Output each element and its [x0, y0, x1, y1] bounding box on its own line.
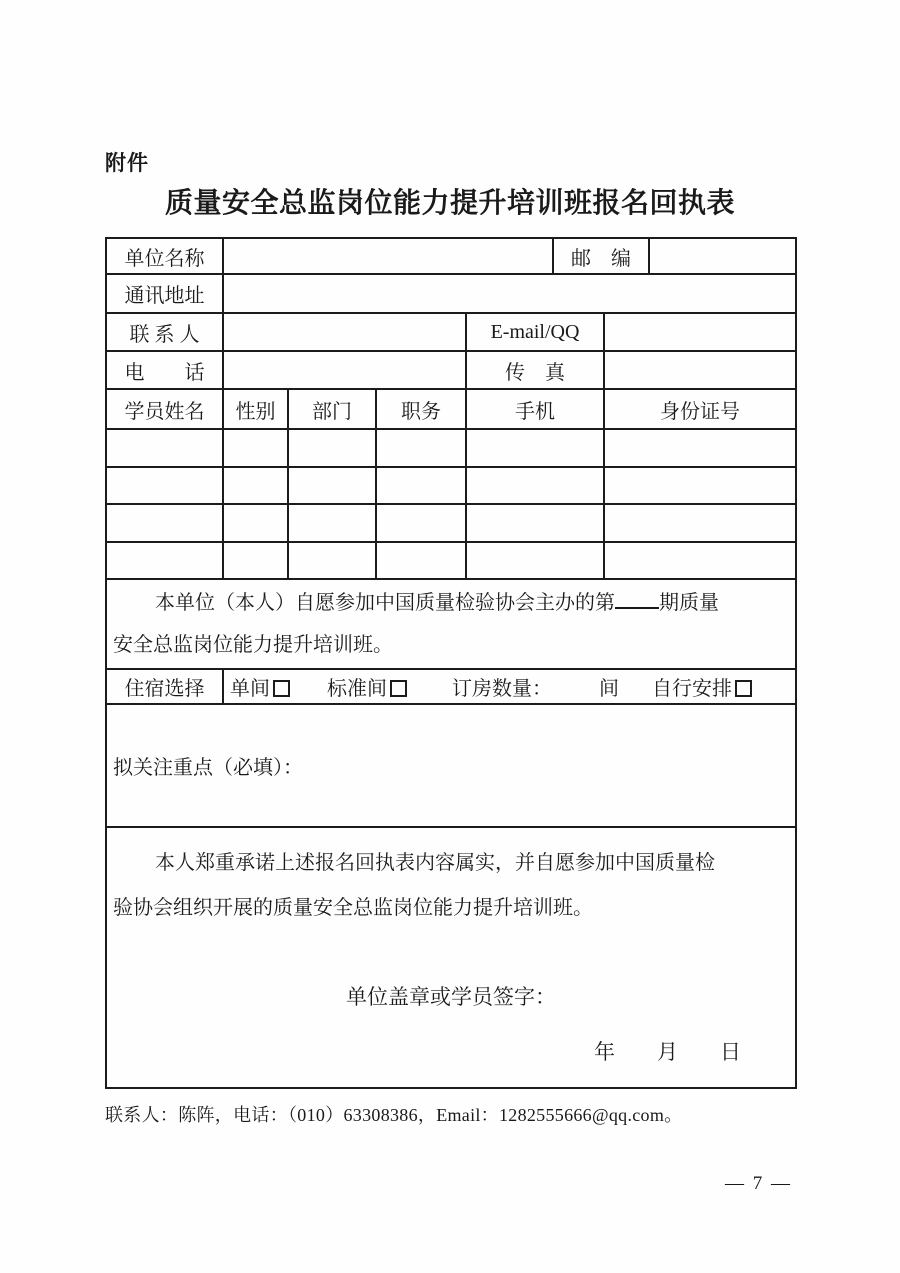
gender-field [223, 504, 288, 542]
position-field [376, 467, 466, 505]
phone-row [106, 351, 796, 389]
unit-name-field [223, 238, 553, 274]
gender-field [223, 467, 288, 505]
position-field [376, 429, 466, 467]
id-number-field [604, 542, 796, 580]
id-number-header: 身份证号 [604, 389, 796, 429]
email-qq-field [604, 313, 796, 351]
students-header-row [106, 389, 796, 429]
position-field [376, 542, 466, 580]
self-arranged-option [652, 672, 752, 701]
id-number-field [604, 467, 796, 505]
department-field [288, 504, 376, 542]
focus-row [106, 704, 796, 827]
standard-room-option [327, 672, 407, 701]
department-header: 部门 [288, 389, 376, 429]
mobile-field [466, 467, 604, 505]
student-name-field [106, 467, 223, 505]
gender-field [223, 429, 288, 467]
booking-quantity-unit: 间 [599, 678, 619, 700]
participation-statement [106, 579, 796, 669]
contact-row [106, 313, 796, 351]
pledge-text-line1: 本人郑重承诺上述报名回执表内容属实，并自愿参加中国质量检 [155, 851, 715, 874]
postal-code-field [649, 238, 796, 274]
id-number-field [604, 429, 796, 467]
booking-quantity-label: 订房数量： [452, 678, 552, 700]
accommodation-label: 住宿选择 [106, 669, 223, 704]
student-row-3 [106, 504, 796, 542]
mobile-header: 手机 [466, 389, 604, 429]
student-name-field [106, 504, 223, 542]
page-number: — 7 — [725, 1173, 792, 1194]
contact-person-label: 联 系 人 [106, 313, 223, 351]
address-field [223, 274, 796, 313]
accommodation-options [223, 669, 796, 704]
pledge-section [106, 827, 796, 1088]
phone-label: 电 话 [106, 351, 223, 389]
contact-person-field [223, 313, 466, 351]
id-number-field [604, 504, 796, 542]
standard-room-label: 标准间 [327, 678, 387, 700]
self-arranged-checkbox [735, 680, 752, 697]
single-room-checkbox [273, 680, 290, 697]
session-number-blank [615, 588, 659, 609]
department-field [288, 429, 376, 467]
address-label: 通讯地址 [106, 274, 223, 313]
unit-name-label: 单位名称 [106, 238, 223, 274]
phone-field [223, 351, 466, 389]
participation-text-before-blank: 本单位（本人）自愿参加中国质量检验协会主办的第 [155, 592, 615, 614]
single-room-option [230, 672, 290, 701]
mobile-field [466, 504, 604, 542]
page-title: 质量安全总监岗位能力提升培训班报名回执表 [164, 188, 735, 219]
student-row-4 [106, 542, 796, 580]
gender-field [223, 542, 288, 580]
department-field [288, 542, 376, 580]
student-name-field [106, 429, 223, 467]
department-field [288, 467, 376, 505]
pledge-row [106, 827, 796, 1088]
unit-name-row [106, 238, 796, 274]
single-room-label: 单间 [230, 678, 270, 700]
standard-room-checkbox [390, 680, 407, 697]
registration-form-table [105, 237, 797, 1089]
focus-label: 拟关注重点（必填）： [113, 757, 303, 779]
mobile-field [466, 542, 604, 580]
attachment-label: 附件 [105, 151, 149, 175]
self-arranged-label: 自行安排 [652, 678, 732, 700]
pledge-text-line2: 验协会组织开展的质量安全总监岗位能力提升培训班。 [113, 896, 593, 919]
gender-header: 性别 [223, 389, 288, 429]
student-row-1 [106, 429, 796, 467]
student-name-field [106, 542, 223, 580]
position-field [376, 504, 466, 542]
email-qq-label: E-mail/QQ [466, 313, 604, 351]
postal-code-label: 邮 编 [553, 238, 649, 274]
signature-label: 单位盖章或学员签字： [346, 984, 556, 1009]
accommodation-row [106, 669, 796, 704]
participation-row [106, 579, 796, 669]
mobile-field [466, 429, 604, 467]
focus-field [106, 704, 796, 827]
date-placeholder: 年 月 日 [594, 1039, 741, 1064]
fax-label: 传 真 [466, 351, 604, 389]
participation-text-line2: 安全总监岗位能力提升培训班。 [113, 634, 393, 656]
position-header: 职务 [376, 389, 466, 429]
fax-field [604, 351, 796, 389]
participation-text-after-blank: 期质量 [659, 592, 719, 614]
footer-contact-info: 联系人：陈阵，电话：（010）63308386，Email：1282555666@qq.com。 [105, 1105, 683, 1125]
student-name-header: 学员姓名 [106, 389, 223, 429]
student-row-2 [106, 467, 796, 505]
address-row [106, 274, 796, 313]
